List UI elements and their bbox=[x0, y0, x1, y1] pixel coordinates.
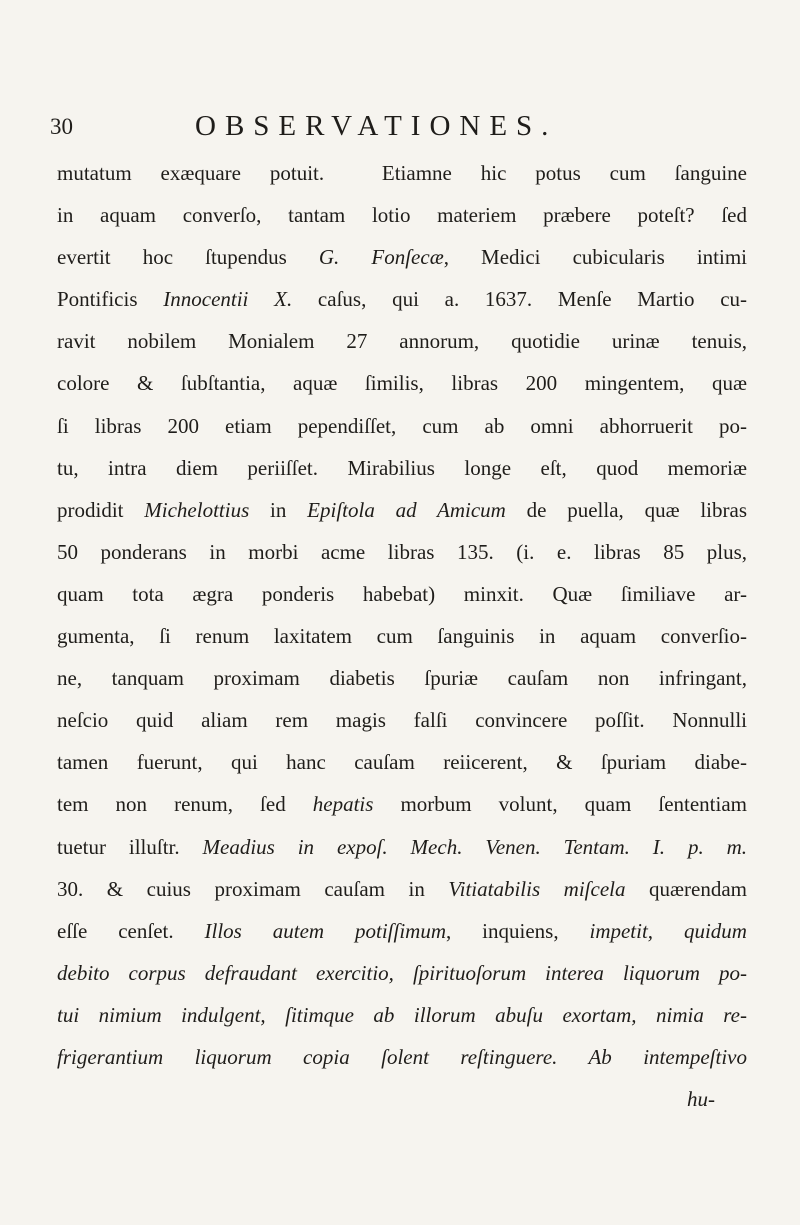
text-line bbox=[57, 405, 747, 447]
text-segment: morbum volunt, quam ſententiam bbox=[373, 792, 747, 817]
italic-segment: debito corpus defraudant exercitio, ſpirituoſorum interea liquorum po- bbox=[57, 960, 747, 985]
text-segment: tamen fuerunt, qui hanc cauſam reiicerent, & ſpuriam diabe- bbox=[57, 750, 747, 775]
text-line bbox=[57, 447, 747, 489]
text-line bbox=[57, 320, 747, 362]
text-line bbox=[57, 362, 747, 404]
text-segment: colore & ſubſtantia, aquæ ſimilis, libras 200 mingentem, quæ bbox=[57, 371, 747, 396]
page-number: 30 bbox=[50, 114, 73, 139]
italic-segment: Meadius in expoſ. Mech. Venen. Tentam. I. p. m. bbox=[202, 834, 747, 859]
text-line bbox=[57, 489, 747, 531]
text-segment: , Medici cubicularis intimi bbox=[443, 245, 747, 270]
text-line bbox=[57, 152, 747, 194]
text-segment: mutatum exæquare potuit. Etiamne hic potus cum ſanguine bbox=[57, 161, 747, 185]
text-segment: tu, intra diem periiſſet. Mirabilius longe eſt, quod memoriæ bbox=[57, 455, 747, 480]
text-segment: in aquam converſo, tantam lotio materiem præbere poteſt? ſed bbox=[57, 203, 747, 228]
text-line bbox=[57, 699, 747, 741]
text-segment: eſſe cenſet. bbox=[57, 918, 205, 943]
text-segment: in bbox=[249, 497, 308, 522]
italic-segment: Michelottius bbox=[144, 497, 250, 522]
text-segment: tem non renum, ſed bbox=[57, 792, 313, 817]
running-title: OBSERVATIONES. bbox=[195, 110, 558, 142]
text-segment: ravit nobilem Monialem 27 annorum, quotidie urinæ tenuis, bbox=[57, 329, 747, 354]
text-line bbox=[57, 278, 747, 320]
text-line bbox=[57, 1078, 747, 1120]
text-line bbox=[57, 1036, 747, 1078]
text-line bbox=[57, 573, 747, 615]
text-line bbox=[57, 868, 747, 910]
italic-segment: Epiſtola ad Amicum bbox=[307, 497, 506, 522]
text-segment: Pontificis bbox=[57, 287, 164, 312]
text-segment: , inquiens, bbox=[446, 918, 590, 943]
text-segment: quærendam bbox=[625, 876, 747, 901]
text-segment: gumenta, ſi renum laxitatem cum ſanguinis in aquam converſio- bbox=[57, 624, 747, 649]
text-line bbox=[57, 952, 747, 994]
text-segment: 50 ponderans in morbi acme libras 135. (i. e. libras 85 plus, bbox=[57, 539, 747, 564]
page-header bbox=[50, 108, 750, 148]
italic-segment: Vitiatabilis miſcela bbox=[448, 876, 626, 901]
text-segment: ſi libras 200 etiam pependiſſet, cum ab omni abhorruerit po- bbox=[57, 413, 747, 438]
italic-segment: hu- bbox=[687, 1087, 715, 1112]
italic-segment: Illos autem potiſſimum bbox=[204, 918, 446, 943]
italic-segment: impetit, quidum bbox=[589, 918, 747, 943]
text-segment: evertit hoc ſtupendus bbox=[57, 245, 319, 270]
text-line bbox=[57, 994, 747, 1036]
italic-segment: G. Fonſecæ bbox=[318, 245, 444, 270]
italic-segment: tui nimium indulgent, ſitimque ab illorum abuſu exortam, nimia re- bbox=[57, 1002, 747, 1027]
text-segment: quam tota ægra ponderis habebat) minxit. Quæ ſimiliave ar- bbox=[57, 581, 747, 606]
text-line bbox=[57, 194, 747, 236]
italic-segment: Innocentii X. bbox=[163, 287, 293, 312]
text-line bbox=[57, 826, 747, 868]
text-line bbox=[57, 741, 747, 783]
text-segment: tuetur illuſtr. bbox=[57, 834, 203, 859]
text-segment: caſus, qui a. 1637. Menſe Martio cu- bbox=[292, 287, 748, 312]
italic-segment: frigerantium liquorum copia ſolent reſtinguere. Ab intempeſtivo bbox=[57, 1044, 747, 1069]
text-segment: de puella, quæ libras bbox=[505, 497, 748, 522]
text-line bbox=[57, 531, 747, 573]
body-text bbox=[57, 152, 747, 1120]
text-line bbox=[57, 783, 747, 825]
text-line bbox=[57, 910, 747, 952]
text-line bbox=[57, 657, 747, 699]
text-line bbox=[57, 615, 747, 657]
text-segment: prodidit bbox=[57, 497, 145, 522]
text-segment: 30. & cuius proximam cauſam in bbox=[57, 876, 449, 901]
text-segment: ne, tanquam proximam diabetis ſpuriæ cauſam non infringant, bbox=[57, 666, 747, 691]
text-segment: neſcio quid aliam rem magis falſi convincere poſſit. Nonnulli bbox=[57, 708, 747, 733]
text-line bbox=[57, 236, 747, 278]
italic-segment: hepatis bbox=[312, 792, 374, 817]
